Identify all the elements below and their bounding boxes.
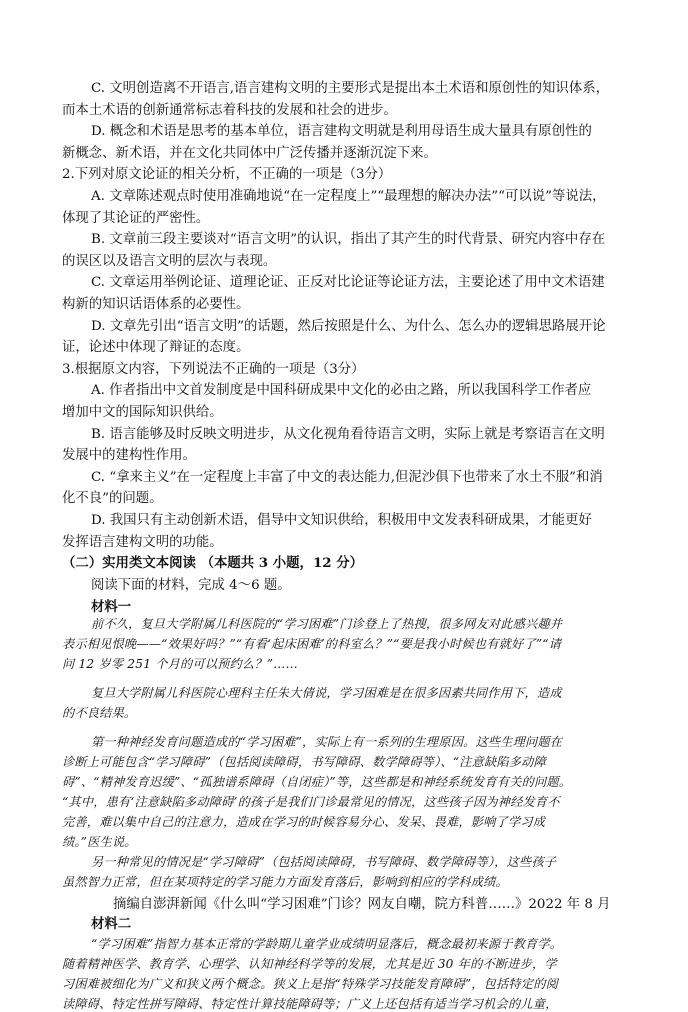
q2-option-b-line1: B. 文章前三段主要谈对“语言文明”的认识，指出了其产生的时代背景、研究内容中存在 — [91, 232, 606, 248]
section-heading: （二）实用类文本阅读 （本题共 3 小题，12 分） — [62, 555, 364, 572]
q2-option-d-line1: D. 文章先引出“语言文明”的话题，然后按照是什么、为什么、怎么办的逻辑思路展开论 — [91, 318, 606, 334]
q1-option-d-line1: D. 概念和术语是思考的基本单位，语言建构文明就是利用母语生成大量具有原创性的 — [91, 124, 592, 140]
section-intro: 阅读下面的材料，完成 4～6 题。 — [91, 578, 291, 594]
q3-stem: 3.根据原文内容，下列说法不正确的一项是（3分） — [62, 361, 365, 377]
q3-option-b-line1: B. 语言能够及时反映文明进步，从文化视角看待语言文明，实际上就是考察语言在文明 — [91, 426, 605, 442]
material-one-line: 虽然智力正常，但在某项特定的学习能力方面发育落后，影响到相应的学科成绩。 — [62, 874, 508, 889]
material-one-line: 表示相见恨晚——“效果好吗？”“有看‘起床困难’的科室么？”“要是我小时候也有就好了”“请 — [62, 636, 562, 651]
q2-stem: 2.下列对原文论证的相关分析，不正确的一项是（3分） — [62, 167, 392, 183]
material-one-source: 摘编自澎湃新闻《什么叫“学习困难”门诊？网友自嘲，院方科普……》2022 年 8 月 — [113, 896, 611, 912]
material-one-line: 完善，难以集中自己的注意力，造成在学习的时候容易分心、发呆、畏难，影响了学习成 — [62, 814, 546, 829]
material-one-title: 材料一 — [91, 598, 132, 615]
q2-option-a-line2: 体现了其论证的严密性。 — [62, 210, 210, 226]
q3-option-d-line1: D. 我国只有主动创新术语，倡导中文知识供给，积极用中文发表科研成果，才能更好 — [91, 513, 592, 528]
material-one-line: 的不良结果。 — [62, 705, 137, 720]
material-one-line: 绩。”医生说。 — [62, 834, 137, 849]
material-one-line: 另一种常见的情况是“学习障碍”（包括阅读障碍，书写障碍、数学障碍等），这些孩子 — [91, 854, 557, 869]
q1-option-d-line2: 新概念、新术语，并在文化共同体中广泛传播并逐渐沉淀下来。 — [62, 145, 437, 161]
q2-option-c-line1: C. 文章运用举例论证、道理论证、正反对比论证等论证方法，主要论述了用中文术语建 — [91, 275, 605, 291]
material-two-line: 随着精神医学、教育学、心理学、认知神经科学等的发展，尤其是近 30 年的不断进步，学 — [62, 956, 557, 971]
q2-option-d-line2: 证，论述中体现了辩证的态度。 — [62, 340, 250, 356]
material-two-title: 材料二 — [91, 915, 132, 932]
q1-option-c-line1: C. 文明创造离不开语言,语言建构文明的主要形式是提出本土术语和原创性的知识体系， — [91, 81, 609, 96]
material-two-line: 习困难被细化为广义和狭义两个概念。狭义上是指“特殊学习技能发育障碍”，包括特定的阅 — [62, 976, 558, 991]
q3-option-c-line1: C. “拿来主义”在一定程度上丰富了中文的表达能力,但泥沙俱下也带来了水土不服”和消 — [91, 469, 603, 485]
material-one-line: 碍”、“精神发育迟缓”、“孤独谱系障碍（自闭症）”等，这些都是和神经系统发育有关的问题。 — [62, 774, 572, 789]
material-two-line: “学习困难”指智力基本正常的学龄期儿童学业成绩明显落后，概念最初来源于教育学。 — [91, 936, 563, 951]
q3-option-a-line2: 增加中文的国际知识供给。 — [62, 405, 223, 420]
material-two-line: 读障碍、特定性拼写障碍、特定性计算技能障碍等；广义上还包括有适当学习机会的儿童， — [62, 996, 558, 1011]
q3-option-a-line1: A. 作者指出中文首发制度是中国科研成果中文化的必由之路，所以我国科学工作者应 — [91, 383, 592, 399]
q2-option-c-line2: 构新的知识话语体系的必要性。 — [62, 297, 250, 312]
material-one-line: 第一种神经发育问题造成的“学习困难”，实际上有一系列的生理原因。这些生理问题在 — [91, 734, 563, 749]
q1-option-c-line2: 而本土术语的创新通常标志着科技的发展和社会的进步。 — [62, 102, 397, 118]
q3-option-d-line2: 发挥语言建构文明的功能。 — [62, 534, 223, 550]
q2-option-a-line1: A. 文章陈述观点时使用准确地说“在一定程度上”“最理想的解决办法”“可以说”等说法， — [91, 189, 606, 204]
material-one-line: 问 12 岁零 251 个月的可以预约么？”…… — [62, 656, 298, 671]
material-one-line: 诊断上可能包含“学习障碍”（包括阅读障碍，书写障碍、数学障碍等）、“注意缺陷多动障 — [62, 754, 546, 769]
material-one-line: 前不久，复旦大学附属儿科医院的“学习困难”门诊登上了热搜，很多网友对此感兴趣并 — [91, 616, 563, 631]
q3-option-c-line2: 化不良”的问题。 — [62, 491, 163, 507]
material-one-line: 复旦大学附属儿科医院心理科主任朱大倩说，学习困难是在很多因素共同作用下，造成 — [91, 685, 562, 700]
material-one-line: “其中，患有‘注意缺陷多动障碍’的孩子是我们门诊最常见的情况，这些孩子因为神经发育不 — [62, 794, 560, 809]
q2-option-b-line2: 的误区以及语言文明的层次与表现。 — [62, 253, 277, 269]
q3-option-b-line2: 发展中的建构性作用。 — [62, 448, 196, 464]
